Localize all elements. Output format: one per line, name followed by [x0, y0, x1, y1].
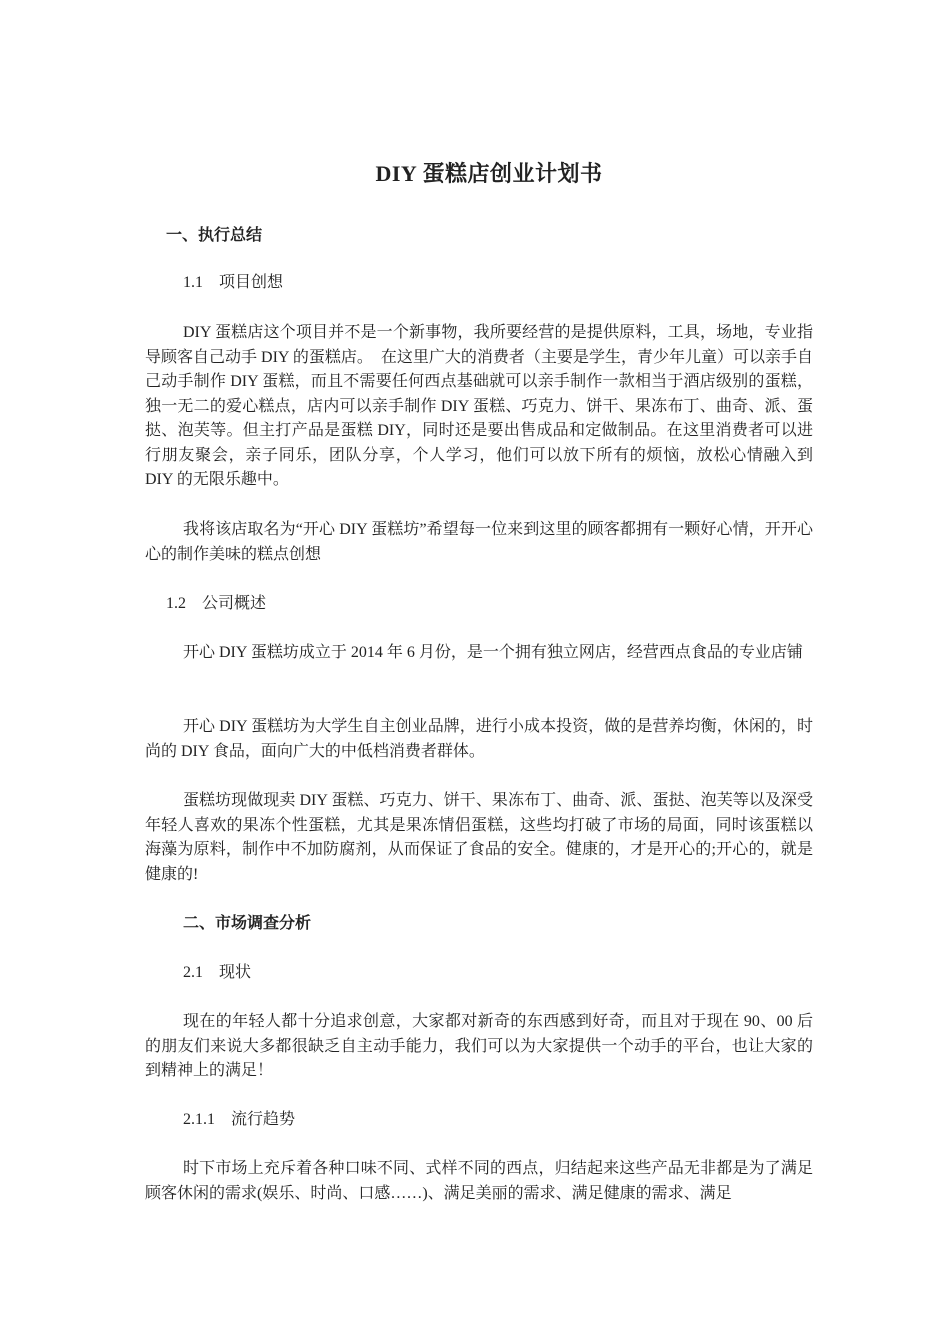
paragraph-products: 蛋糕坊现做现卖 DIY 蛋糕、巧克力、饼干、果冻布丁、曲奇、派、蛋挞、泡芙等以及深受年轻人喜欢的果冻个性蛋糕，尤其是果冻情侣蛋糕，这些均打破了市场的局面，同时该蛋糕以海藻为原料，制作中不加防腐剂，从而保证了食品的安全。健康的，才是开心的;开心的，就是健康的! — [145, 792, 813, 883]
paragraph-store-name: 我将该店取名为“开心 DIY 蛋糕坊”希望每一位来到这里的顾客都拥有一颗好心情，开开心心的制作美味的糕点创想 — [145, 521, 813, 563]
paragraph-current-status: 现在的年轻人都十分追求创意，大家都对新奇的东西感到好奇，而且对于现在 90、00 后的朋友们来说大多都很缺乏自主动手能力，我们可以为大家提供一个动手的平台，也让大家的到精神上的满足！ — [145, 1013, 813, 1079]
subheading-project-idea: 1.1 项目创想 — [183, 274, 284, 291]
subheading-current-status: 2.1 现状 — [183, 964, 252, 981]
document-title: DIY 蛋糕店创业计划书 — [375, 161, 603, 186]
paragraph-brand-positioning: 开心 DIY 蛋糕坊为大学生自主创业品牌，进行小成本投资，做的是营养均衡，休闲的，时尚的 DIY 食品，面向广大的中低档消费者群体。 — [145, 718, 813, 760]
paragraph-company-founded: 开心 DIY 蛋糕坊成立于 2014 年 6 月份，是一个拥有独立网店，经营西点食品的专业店铺 — [183, 644, 803, 661]
paragraph-trends: 时下市场上充斥着各种口味不同、式样不同的西点，归结起来这些产品无非都是为了满足顾客休闲的需求(娱乐、时尚、口感……)、满足美丽的需求、满足健康的需求、满足 — [145, 1160, 813, 1202]
section-heading-executive-summary: 一、执行总结 — [166, 227, 263, 244]
subheading-trends: 2.1.1 流行趋势 — [183, 1111, 296, 1128]
section-heading-market-analysis: 二、市场调查分析 — [183, 915, 312, 932]
subheading-company-overview: 1.2 公司概述 — [166, 595, 267, 612]
paragraph-project-description: DIY 蛋糕店这个项目并不是一个新事物，我所要经营的是提供原料，工具，场地，专业指导顾客自己动手 DIY 的蛋糕店。 在这里广大的消费者（主要是学生，青少年儿童）可以亲手自己动手制作 DIY 蛋糕，而且不需要任何西点基础就可以亲手制作一款相当于酒店级别的蛋糕，独一无二的爱心糕点，店内可以亲手制作 DIY 蛋糕、巧克力、饼干、果冻布丁、曲奇、派、蛋挞、泡芙等。但主打产品是蛋糕 DIY，同时还是要出售成品和定做制品。在这里消费者可以进行朋友聚会，亲子同乐，团队分享，个人学习，他们可以放下所有的烦恼，放松心情融入到 DIY 的无限乐趣中。 — [145, 324, 813, 488]
